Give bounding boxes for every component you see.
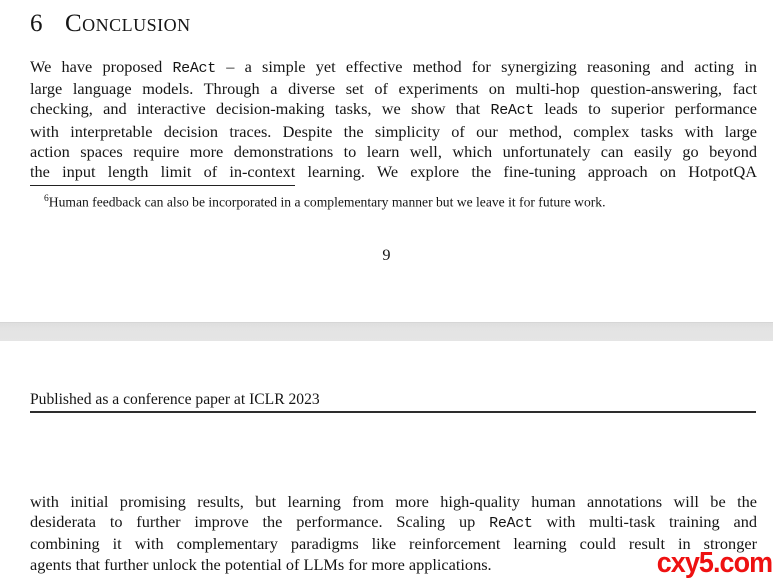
paragraph-line: large language models. Through a diverse set of experiments on multi-hop question-answering, fact — [30, 79, 757, 99]
paragraph-line: action spaces require more demonstrations to learn well, which unfortunately can easily go beyond — [30, 141, 757, 161]
watermark-text: cxy5.com — [656, 547, 772, 579]
header-rule — [30, 411, 756, 413]
footnote-marker: 6 — [44, 194, 49, 204]
footnote-text: Human feedback can also be incorporated in a complementary manner but we leave it for future work. — [48, 194, 606, 210]
paragraph-line: the input length limit of in-context learning. We explore the fine-tuning approach on HotpotQA — [30, 162, 757, 182]
paragraph-line: agents that further unlock the potential of LLMs for more applications. — [30, 554, 492, 574]
continuation-paragraph — [30, 492, 757, 575]
section-number: 6 — [30, 10, 43, 37]
footnote — [30, 191, 757, 211]
paragraph-line: with interpretable decision traces. Despite the simplicity of our method, complex tasks with large — [30, 121, 757, 141]
section-title: Conclusion — [65, 10, 191, 37]
page-number: 9 — [382, 245, 391, 264]
paragraph-line: desiderata to further improve the performance. Scaling up ReAct with multi-task training and — [30, 512, 757, 533]
page-gap-divider — [0, 322, 773, 341]
conclusion-paragraph — [30, 57, 757, 182]
paragraph-line: combining it with complementary paradigms like reinforcement learning could result in stronger — [30, 534, 757, 554]
paragraph-line: We have proposed ReAct – a simple yet effective method for synergizing reasoning and acting in — [30, 57, 757, 77]
footnote-divider — [30, 185, 295, 186]
running-header: Published as a conference paper at ICLR 2023 — [30, 391, 320, 408]
paragraph-line: checking, and interactive decision-making tasks, we show that ReAct leads to superior performance — [30, 99, 758, 120]
paragraph-line: with initial promising results, but learning from more high-quality human annotations will be the — [30, 492, 757, 511]
section-heading — [30, 9, 191, 38]
